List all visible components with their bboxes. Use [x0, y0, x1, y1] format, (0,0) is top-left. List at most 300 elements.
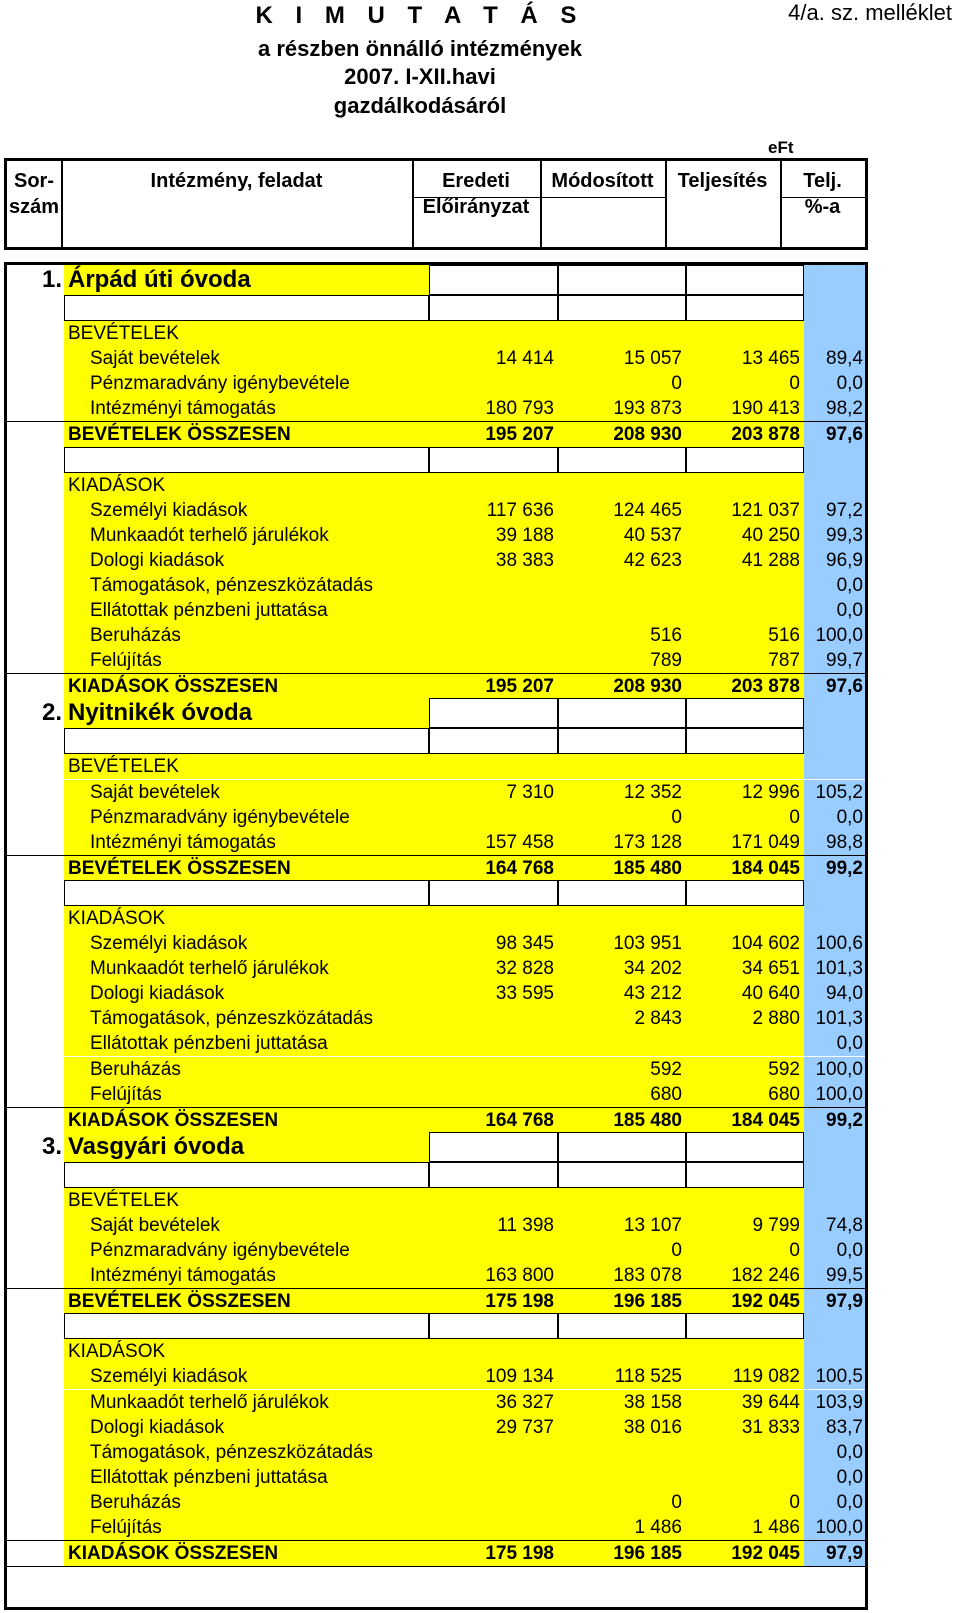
- percent-value: 0,0: [804, 1238, 865, 1263]
- fulfilled-value: 1 486: [686, 1515, 804, 1540]
- value-cell: [558, 906, 686, 931]
- revenue-row: [7, 346, 865, 371]
- num-cell: [7, 1490, 64, 1515]
- original-value: 39 188: [429, 523, 558, 548]
- modified-value: 12 352: [558, 780, 686, 805]
- data-table: [4, 262, 868, 1610]
- row-label: Felújítás: [64, 1082, 429, 1107]
- value-cell: [686, 880, 804, 906]
- report-title-line4: gazdálkodásáról: [333, 93, 507, 118]
- expense-row: [7, 1415, 865, 1440]
- num-cell: [7, 598, 64, 623]
- fulfilled-value: 121 037: [686, 498, 804, 523]
- value-cell: [686, 1313, 804, 1339]
- num-cell: [7, 880, 64, 906]
- percent-value: 0,0: [804, 1490, 865, 1515]
- value-cell: [429, 1313, 558, 1339]
- modified-value: 208 930: [558, 422, 686, 447]
- expense-total-row: [7, 1107, 865, 1134]
- value-cell: [558, 1188, 686, 1213]
- value-cell: [429, 728, 558, 754]
- value-cell: [686, 447, 804, 473]
- value-cell: [686, 1339, 804, 1364]
- modified-value: 208 930: [558, 674, 686, 699]
- expense-row: [7, 1031, 865, 1056]
- num-cell: [7, 422, 64, 447]
- row-label: Pénzmaradvány igénybevétele: [64, 1238, 429, 1263]
- fulfilled-value: 40 250: [686, 523, 804, 548]
- row-label: Ellátottak pénzbeni juttatása: [64, 1031, 429, 1056]
- expense-row: [7, 1364, 865, 1389]
- percent-value: 0,0: [804, 805, 865, 830]
- percent-value: 103,9: [804, 1390, 865, 1415]
- num-cell: [7, 1162, 64, 1188]
- percent-cell: [804, 473, 865, 498]
- value-cell: [558, 295, 686, 321]
- percent-value: 99,7: [804, 648, 865, 673]
- row-label: Beruházás: [64, 623, 429, 648]
- fulfilled-value: 0: [686, 805, 804, 830]
- section-label: BEVÉTELEK: [64, 1188, 429, 1213]
- row-label: Saját bevételek: [64, 780, 429, 805]
- fulfilled-value: 39 644: [686, 1390, 804, 1415]
- percent-cell: [804, 447, 865, 473]
- value-cell: [429, 1162, 558, 1188]
- original-value: 32 828: [429, 956, 558, 981]
- revenue-total-row: [7, 421, 865, 448]
- percent-value: 74,8: [804, 1213, 865, 1238]
- percent-value: 101,3: [804, 1006, 865, 1031]
- num-cell: [7, 1440, 64, 1465]
- original-value: 175 198: [429, 1289, 558, 1314]
- percent-value: 97,6: [804, 674, 865, 699]
- num-cell: [7, 805, 64, 830]
- modified-value: 40 537: [558, 523, 686, 548]
- original-value: 157 458: [429, 830, 558, 855]
- revenue-row: [7, 830, 865, 855]
- original-value: 109 134: [429, 1364, 558, 1389]
- institution-title-row: [7, 1132, 865, 1162]
- percent-value: 99,2: [804, 1108, 865, 1133]
- row-label: Munkaadót terhelő járulékok: [64, 523, 429, 548]
- fulfilled-value: 182 246: [686, 1263, 804, 1288]
- modified-value: 2 843: [558, 1006, 686, 1031]
- original-value: 7 310: [429, 780, 558, 805]
- percent-cell: [804, 754, 865, 779]
- num-cell: [7, 1390, 64, 1415]
- revenue-header-row: [7, 321, 865, 346]
- fulfilled-value: 192 045: [686, 1541, 804, 1566]
- revenue-row: [7, 371, 865, 396]
- modified-value: 183 078: [558, 1263, 686, 1288]
- row-label: Felújítás: [64, 648, 429, 673]
- modified-value: [558, 1465, 686, 1490]
- fulfilled-value: [686, 1031, 804, 1056]
- spacer-row: [7, 1162, 865, 1188]
- fulfilled-value: 203 878: [686, 674, 804, 699]
- num-cell: [7, 371, 64, 396]
- modified-value: 0: [558, 1490, 686, 1515]
- fulfilled-value: 171 049: [686, 830, 804, 855]
- fulfilled-value: 34 651: [686, 956, 804, 981]
- modified-value: [558, 598, 686, 623]
- row-label: BEVÉTELEK ÖSSZESEN: [64, 1289, 429, 1314]
- num-cell: [7, 1108, 64, 1133]
- header-percent-line2: %-a: [804, 196, 841, 218]
- num-cell: [7, 1188, 64, 1213]
- original-value: 164 768: [429, 856, 558, 881]
- section-label: BEVÉTELEK: [64, 754, 429, 779]
- row-label: Dologi kiadások: [64, 548, 429, 573]
- row-label: Intézményi támogatás: [64, 396, 429, 421]
- num-cell: [7, 1057, 64, 1082]
- original-value: 36 327: [429, 1390, 558, 1415]
- original-value: 14 414: [429, 346, 558, 371]
- spacer-row: [7, 728, 865, 754]
- original-value: [429, 1238, 558, 1263]
- modified-value: 185 480: [558, 856, 686, 881]
- spacer-row: [7, 447, 865, 473]
- report-title-line1: K I M U T A T Á S: [255, 2, 585, 29]
- original-value: 195 207: [429, 422, 558, 447]
- fulfilled-value: 190 413: [686, 396, 804, 421]
- institution-number: 1.: [7, 265, 64, 295]
- expense-row: [7, 1490, 865, 1515]
- value-cell: [686, 698, 804, 728]
- value-cell: [558, 447, 686, 473]
- header-fulfilled: Teljesítés: [677, 170, 768, 192]
- value-cell: [429, 1339, 558, 1364]
- fulfilled-value: 0: [686, 1490, 804, 1515]
- original-value: 29 737: [429, 1415, 558, 1440]
- percent-cell: [804, 1313, 865, 1339]
- value-cell: [558, 880, 686, 906]
- fulfilled-value: 119 082: [686, 1364, 804, 1389]
- report-title-line2: a részben önnálló intézmények: [258, 36, 582, 61]
- modified-value: 0: [558, 1238, 686, 1263]
- section-label: KIADÁSOK: [64, 473, 429, 498]
- name-cell: [64, 295, 429, 321]
- num-cell: [7, 981, 64, 1006]
- fulfilled-value: 0: [686, 1238, 804, 1263]
- value-cell: [558, 698, 686, 728]
- percent-value: 105,2: [804, 780, 865, 805]
- percent-cell: [804, 321, 865, 346]
- percent-value: 96,9: [804, 548, 865, 573]
- modified-value: 185 480: [558, 1108, 686, 1133]
- num-cell: [7, 1465, 64, 1490]
- value-cell: [558, 1162, 686, 1188]
- value-cell: [429, 295, 558, 321]
- row-label: Támogatások, pénzeszközátadás: [64, 573, 429, 598]
- value-cell: [686, 473, 804, 498]
- value-cell: [429, 698, 558, 728]
- section-label: KIADÁSOK: [64, 906, 429, 931]
- num-cell: [7, 346, 64, 371]
- value-cell: [686, 754, 804, 779]
- num-cell: [7, 1515, 64, 1540]
- expense-row: [7, 1515, 865, 1540]
- revenue-row: [7, 1213, 865, 1238]
- original-value: 33 595: [429, 981, 558, 1006]
- expense-header-row: [7, 473, 865, 498]
- percent-cell: [804, 1132, 865, 1162]
- value-cell: [686, 728, 804, 754]
- revenue-total-row: [7, 855, 865, 882]
- modified-value: 34 202: [558, 956, 686, 981]
- original-value: [429, 1515, 558, 1540]
- num-cell: [7, 931, 64, 956]
- header-original-line1: Eredeti: [442, 170, 510, 192]
- institution-number: 3.: [7, 1132, 64, 1162]
- original-value: 11 398: [429, 1213, 558, 1238]
- percent-cell: [804, 265, 865, 295]
- expense-row: [7, 981, 865, 1006]
- report-title-line3: 2007. I-XII.havi: [344, 64, 496, 89]
- fulfilled-value: 41 288: [686, 548, 804, 573]
- institution-name: Vasgyári óvoda: [64, 1132, 429, 1162]
- fulfilled-value: [686, 598, 804, 623]
- expense-row: [7, 1465, 865, 1490]
- revenue-row: [7, 780, 865, 805]
- num-cell: [7, 1006, 64, 1031]
- value-cell: [686, 1162, 804, 1188]
- num-cell: [7, 623, 64, 648]
- percent-value: 100,5: [804, 1364, 865, 1389]
- row-label: Személyi kiadások: [64, 1364, 429, 1389]
- fulfilled-value: 787: [686, 648, 804, 673]
- row-label: Ellátottak pénzbeni juttatása: [64, 598, 429, 623]
- value-cell: [429, 265, 558, 295]
- row-label: BEVÉTELEK ÖSSZESEN: [64, 856, 429, 881]
- original-value: [429, 648, 558, 673]
- row-label: Beruházás: [64, 1490, 429, 1515]
- num-cell: [7, 648, 64, 673]
- value-cell: [429, 447, 558, 473]
- original-value: 195 207: [429, 674, 558, 699]
- num-cell: [7, 1541, 64, 1566]
- num-cell: [7, 1238, 64, 1263]
- fulfilled-value: 184 045: [686, 856, 804, 881]
- modified-value: 0: [558, 371, 686, 396]
- original-value: [429, 1082, 558, 1107]
- row-label: Saját bevételek: [64, 346, 429, 371]
- expense-row: [7, 956, 865, 981]
- name-cell: [64, 728, 429, 754]
- row-label: BEVÉTELEK ÖSSZESEN: [64, 422, 429, 447]
- row-label: Saját bevételek: [64, 1213, 429, 1238]
- revenue-header-row: [7, 754, 865, 779]
- revenue-row: [7, 396, 865, 421]
- modified-value: 196 185: [558, 1541, 686, 1566]
- num-cell: [7, 1082, 64, 1107]
- value-cell: [558, 1313, 686, 1339]
- modified-value: 193 873: [558, 396, 686, 421]
- expense-row: [7, 623, 865, 648]
- modified-value: [558, 1031, 686, 1056]
- modified-value: 13 107: [558, 1213, 686, 1238]
- value-cell: [429, 754, 558, 779]
- value-cell: [429, 880, 558, 906]
- name-cell: [64, 1162, 429, 1188]
- percent-cell: [804, 880, 865, 906]
- revenue-total-row: [7, 1288, 865, 1315]
- percent-cell: [804, 698, 865, 728]
- modified-value: 43 212: [558, 981, 686, 1006]
- fulfilled-value: 40 640: [686, 981, 804, 1006]
- value-cell: [429, 1188, 558, 1213]
- expense-total-row: [7, 673, 865, 700]
- expense-row: [7, 931, 865, 956]
- percent-value: 100,0: [804, 1057, 865, 1082]
- expense-row: [7, 598, 865, 623]
- num-cell: [7, 906, 64, 931]
- original-value: [429, 598, 558, 623]
- percent-value: 83,7: [804, 1415, 865, 1440]
- value-cell: [558, 754, 686, 779]
- original-value: 163 800: [429, 1263, 558, 1288]
- num-cell: [7, 1339, 64, 1364]
- modified-value: 789: [558, 648, 686, 673]
- percent-value: 0,0: [804, 1465, 865, 1490]
- percent-cell: [804, 728, 865, 754]
- num-cell: [7, 1031, 64, 1056]
- fulfilled-value: 680: [686, 1082, 804, 1107]
- num-cell: [7, 780, 64, 805]
- spacer-row: [7, 295, 865, 321]
- original-value: [429, 1490, 558, 1515]
- row-label: KIADÁSOK ÖSSZESEN: [64, 1108, 429, 1133]
- original-value: 175 198: [429, 1541, 558, 1566]
- num-cell: [7, 548, 64, 573]
- row-label: KIADÁSOK ÖSSZESEN: [64, 674, 429, 699]
- value-cell: [686, 1188, 804, 1213]
- percent-cell: [804, 906, 865, 931]
- row-label: Támogatások, pénzeszközátadás: [64, 1440, 429, 1465]
- value-cell: [686, 295, 804, 321]
- percent-value: 0,0: [804, 1440, 865, 1465]
- percent-value: 0,0: [804, 598, 865, 623]
- fulfilled-value: 0: [686, 371, 804, 396]
- num-cell: [7, 674, 64, 699]
- num-cell: [7, 856, 64, 881]
- percent-value: 0,0: [804, 573, 865, 598]
- value-cell: [429, 906, 558, 931]
- original-value: 164 768: [429, 1108, 558, 1133]
- table-header: [4, 158, 868, 250]
- modified-value: 516: [558, 623, 686, 648]
- row-label: Beruházás: [64, 1057, 429, 1082]
- fulfilled-value: 516: [686, 623, 804, 648]
- value-cell: [558, 473, 686, 498]
- value-cell: [686, 265, 804, 295]
- fulfilled-value: 592: [686, 1057, 804, 1082]
- section-label: BEVÉTELEK: [64, 321, 429, 346]
- header-name: Intézmény, feladat: [150, 170, 323, 192]
- section-label: KIADÁSOK: [64, 1339, 429, 1364]
- expense-header-row: [7, 1339, 865, 1364]
- original-value: [429, 805, 558, 830]
- row-label: Dologi kiadások: [64, 1415, 429, 1440]
- header-original-line2: Előirányzat: [422, 196, 530, 218]
- num-cell: [7, 473, 64, 498]
- original-value: 98 345: [429, 931, 558, 956]
- header-num-line2: szám: [8, 196, 60, 218]
- percent-value: 94,0: [804, 981, 865, 1006]
- row-label: Munkaadót terhelő járulékok: [64, 1390, 429, 1415]
- row-label: Intézményi támogatás: [64, 1263, 429, 1288]
- expense-row: [7, 548, 865, 573]
- institution-name: Árpád úti óvoda: [64, 265, 429, 295]
- percent-value: 100,0: [804, 1515, 865, 1540]
- modified-value: 680: [558, 1082, 686, 1107]
- original-value: [429, 371, 558, 396]
- row-label: Pénzmaradvány igénybevétele: [64, 805, 429, 830]
- modified-value: 0: [558, 805, 686, 830]
- percent-cell: [804, 295, 865, 321]
- value-cell: [558, 1339, 686, 1364]
- original-value: [429, 1006, 558, 1031]
- num-cell: [7, 1415, 64, 1440]
- fulfilled-value: 13 465: [686, 346, 804, 371]
- percent-value: 97,9: [804, 1541, 865, 1566]
- percent-value: 101,3: [804, 956, 865, 981]
- num-cell: [7, 1213, 64, 1238]
- original-value: [429, 623, 558, 648]
- fulfilled-value: 192 045: [686, 1289, 804, 1314]
- spacer-row: [7, 880, 865, 906]
- value-cell: [429, 1132, 558, 1162]
- num-cell: [7, 573, 64, 598]
- percent-value: 0,0: [804, 1031, 865, 1056]
- num-cell: [7, 754, 64, 779]
- row-label: Támogatások, pénzeszközátadás: [64, 1006, 429, 1031]
- value-cell: [558, 265, 686, 295]
- value-cell: [429, 321, 558, 346]
- value-cell: [558, 1132, 686, 1162]
- percent-value: 97,2: [804, 498, 865, 523]
- name-cell: [64, 880, 429, 906]
- value-cell: [558, 728, 686, 754]
- row-label: KIADÁSOK ÖSSZESEN: [64, 1541, 429, 1566]
- expense-row: [7, 1390, 865, 1415]
- percent-value: 100,0: [804, 623, 865, 648]
- value-cell: [686, 1132, 804, 1162]
- fulfilled-value: 2 880: [686, 1006, 804, 1031]
- expense-row: [7, 1440, 865, 1465]
- fulfilled-value: 184 045: [686, 1108, 804, 1133]
- original-value: 180 793: [429, 396, 558, 421]
- modified-value: 42 623: [558, 548, 686, 573]
- expense-row: [7, 573, 865, 598]
- expense-row: [7, 1006, 865, 1031]
- percent-value: 99,2: [804, 856, 865, 881]
- percent-cell: [804, 1188, 865, 1213]
- row-label: Pénzmaradvány igénybevétele: [64, 371, 429, 396]
- spacer-row: [7, 1313, 865, 1339]
- fulfilled-value: 9 799: [686, 1213, 804, 1238]
- unit-label: eFt: [768, 138, 794, 157]
- modified-value: 38 016: [558, 1415, 686, 1440]
- percent-value: 100,0: [804, 1082, 865, 1107]
- original-value: 117 636: [429, 498, 558, 523]
- modified-value: 118 525: [558, 1364, 686, 1389]
- num-cell: [7, 1263, 64, 1288]
- expense-row: [7, 1082, 865, 1107]
- fulfilled-value: [686, 573, 804, 598]
- row-label: Ellátottak pénzbeni juttatása: [64, 1465, 429, 1490]
- row-label: Munkaadót terhelő járulékok: [64, 956, 429, 981]
